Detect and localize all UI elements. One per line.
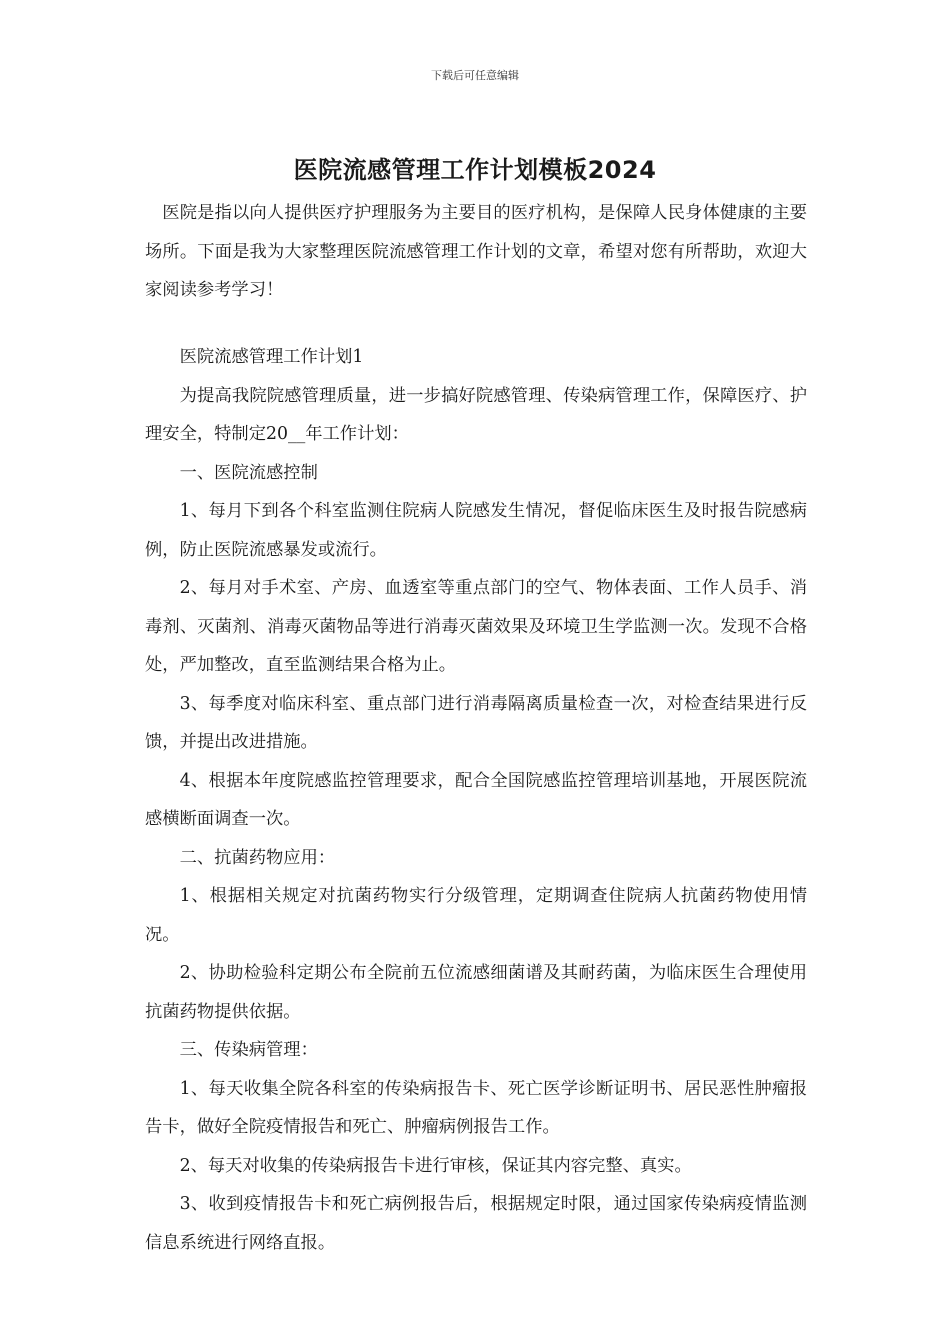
- body-paragraph: 2、每月对手术室、产房、血透室等重点部门的空气、物体表面、工作人员手、消毒剂、灭菌剂、消毒灭菌物品等进行消毒灭菌效果及环境卫生学监测一次。发现不合格处，严加整改，直至监测结果合格为止。: [145, 578, 807, 675]
- section-heading: 一、医院流感控制: [179, 462, 318, 483]
- intro-paragraph: 医院是指以向人提供医疗护理服务为主要目的医疗机构，是保障人民身体健康的主要场所。下面是我为大家整理医院流感管理工作计划的文章，希望对您有所帮助，欢迎大家阅读参考学习！: [145, 203, 807, 300]
- section-heading: 二、抗菌药物应用：: [179, 847, 336, 868]
- body-paragraph: 1、每月下到各个科室监测住院病人院感发生情况，督促临床医生及时报告院感病例，防止医院流感暴发或流行。: [145, 501, 807, 560]
- section-heading: 三、传染病管理：: [179, 1040, 318, 1060]
- body-paragraph: 3、收到疫情报告卡和死亡病例报告后，根据规定时限，通过国家传染病疫情监测信息系统进行网络直报。: [145, 1194, 807, 1253]
- body-paragraph: 3、每季度对临床科室、重点部门进行消毒隔离质量检查一次，对检查结果进行反馈，并提出改进措施。: [145, 693, 807, 752]
- section-heading: 医院流感管理工作计划1: [179, 347, 364, 367]
- body-paragraph: 2、每天对收集的传染病报告卡进行审核，保证其内容完整、真实。: [179, 1155, 692, 1176]
- body-paragraph: 2、协助检验科定期公布全院前五位流感细菌谱及其耐药菌，为临床医生合理使用抗菌药物提供依据。: [145, 963, 807, 1022]
- document-body: [145, 338, 807, 1262]
- body-paragraph: 为提高我院院感管理质量，进一步搞好院感管理、传染病管理工作，保障医疗、护理安全，特制定20__年工作计划：: [145, 385, 807, 444]
- intro-section: [145, 194, 807, 310]
- document-title: 医院流感管理工作计划模板2024: [293, 156, 657, 184]
- header-note: 下载后可任意编辑: [431, 69, 519, 82]
- body-paragraph: 4、根据本年度院感监控管理要求，配合全国院感监控管理培训基地，开展医院流感横断面调查一次。: [145, 770, 807, 829]
- body-paragraph: 1、根据相关规定对抗菌药物实行分级管理，定期调查住院病人抗菌药物使用情况。: [145, 886, 807, 945]
- body-paragraph: 1、每天收集全院各科室的传染病报告卡、死亡医学诊断证明书、居民恶性肿瘤报告卡，做好全院疫情报告和死亡、肿瘤病例报告工作。: [145, 1078, 807, 1137]
